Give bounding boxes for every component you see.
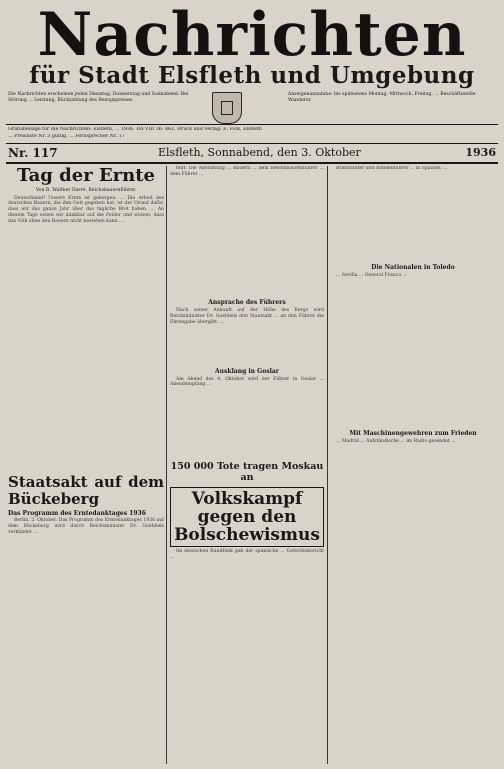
divider (6, 162, 498, 164)
article-body: Deutschland! Unsere Ernte ist geborgen. ... Die Arbeit des deutschen Bauern, die ihm Gott gegeben hat, ist der Grund dafür, dass wir das ganze Jahr über das tägliche Brot haben. ... An diesem Tage sehen wir dankbar auf die Felder und wissen, dass das Volk ohne den Bauern nicht bestehen kann. ... (8, 195, 164, 224)
issue-year: 1936 (465, 146, 496, 159)
column-rule (166, 166, 167, 764)
divider (6, 143, 498, 144)
column-rule (327, 166, 328, 764)
publisher-info-line-1: Gratisbeilage für die Nachrichten: Elsfleth, ... 1936. DA VIII 36: 862. Druck und Verlag: E. Fick, Elsfleth (8, 127, 262, 132)
headline-box (170, 487, 324, 547)
column-spacer (8, 224, 164, 474)
article-subhead-2: Das Programm des Erntedanktages 1936 (8, 510, 146, 518)
section-heading-mg: Mit Maschinengewehren zum Frieden (349, 430, 477, 438)
section-body-goslar: Am Abend des 4. Oktober wird der Führer in Goslar ... Abendempfang ... (170, 376, 324, 388)
issue-number: Nr. 117 (8, 146, 58, 160)
issue-bar (8, 146, 496, 160)
column-2 (170, 166, 324, 764)
masthead (0, 0, 504, 104)
column-3 (330, 166, 496, 764)
column-spacer (330, 172, 496, 262)
column-spacer (170, 326, 324, 366)
article-body-continued: teilt. Die Abordnung ... Bauern ... dem Reichsbauernführer ... dem Führer ... (170, 166, 324, 177)
article-headline: Tag der Ernte (16, 166, 156, 186)
divider (6, 124, 498, 125)
coat-of-arms-icon (212, 92, 242, 124)
newspaper-title: Nachrichten (37, 0, 467, 70)
section-heading-goslar: Ausklang in Goslar (215, 367, 279, 375)
section-heading-speech: Ansprache des Führers (208, 299, 286, 307)
article-byline: Von R. Walther Darré, Reichsbauernführer. (35, 188, 137, 193)
masthead-left-info: Die Nachrichten erscheinen jeden Dienstag, Donnerstag und Sonnabend. Bei Störung ... Leistung, Rückzahlung des Bezugspreises. (8, 92, 189, 103)
column-spacer (170, 177, 324, 297)
column-spacer (330, 278, 496, 428)
issue-date: Elsfleth, Sonnabend, den 3. Oktober (158, 146, 361, 159)
article-headline-bolshevism: Volkskampf gegen den Bolschewismus (174, 488, 320, 545)
article-headline-2: Staatsakt auf dem Bückeberg (8, 473, 164, 509)
article-body-spain: Brandstifter und Bandenführer ... in Spanien. ... (336, 166, 448, 171)
section-body-mg: ... Madrid ... Aufständische ... im Radio gesendet ... (336, 439, 456, 445)
section-heading-toledo: Die Nationalen in Toledo (371, 263, 455, 271)
publisher-info-line-2: ... Preisliste Nr. 3 gültig, ... Fernsprecher Nr. 17 (8, 134, 125, 139)
article-body-2: Berlin, 2. Oktober. Das Programm des Erntedanktages 1936 auf dem Bückeberg wird durch Reichsminister Dr. Goebbels verkündet ... (8, 518, 164, 535)
masthead-right-info: Anzeigenannahme: bis spätestens Montag, Mittwoch, Freitag, ... Beschäftsstelle Wanderer. (288, 92, 476, 103)
banner-headline: 150 000 Tote tragen Moskau an (170, 460, 324, 483)
section-body-speech: Nach seiner Ankunft auf der Höhe des Bergs wird Reichsminister Dr. Goebbels den Staatsakt ... an den Führer die Ehrengabe übergibt. ... (170, 308, 324, 325)
column-spacer (170, 388, 324, 458)
column-1 (8, 166, 164, 764)
newspaper-subtitle: für Stadt Elsfleth und Umgebung (29, 62, 475, 89)
article-body-bolshevism: Im deutschen Rundfunk gab der spanische ... Gefechtsbericht ... (170, 548, 324, 560)
section-body-toledo: ... Sevilla ... General Franco ... (336, 272, 407, 278)
